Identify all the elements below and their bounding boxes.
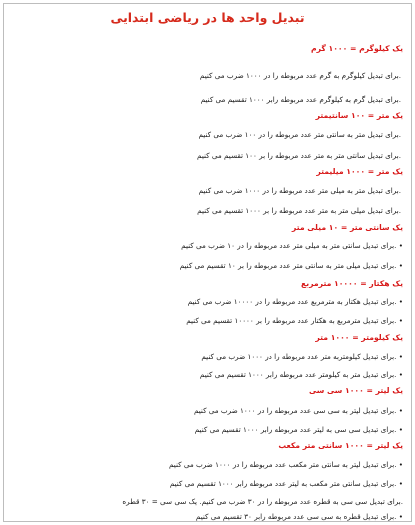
text-line: • .برای تبدیل کیلومتربه متر عدد مربوطه را در ۱۰۰۰ ضرب می کنیم: [201, 352, 403, 361]
text-line: .برای تبدیل گرم به کیلوگرم عدد مربوطه رابر ۱۰۰۰ تقسیم می کنیم: [200, 95, 401, 104]
section-heading: یک لیتر = ۱۰۰۰ سانتی متر مکعب: [278, 441, 403, 450]
text-line: • .برای تبدیل سانتی متر مکعب به لیتر عدد مربوطه رابر ۱۰۰۰ تقسیم می کنیم: [169, 479, 403, 488]
text-line: • .برای تبدیل سانتی متر به میلی متر عدد مربوطه را در ۱۰ ضرب می کنیم: [181, 241, 403, 250]
text-line: .برای تبدیل سی سی به قطره عدد مربوطه را در ۳۰ ضرب می کنیم. یک سی سی = ۳۰ قطره: [122, 497, 403, 506]
text-line: • .برای تبدیل لیتر به سانتی متر مکعب عدد مربوطه را در ۱۰۰۰ ضرب می کنیم: [169, 460, 403, 469]
section-heading: یک لیتر = ۱۰۰۰ سی سی: [309, 386, 403, 395]
text-line: .برای تبدیل متر به میلی متر عدد مربوطه را در ۱۰۰۰ ضرب می کنیم: [198, 186, 401, 195]
text-line: .برای تبدیل میلی متر به متر عدد مربوطه را بر ۱۰۰۰ تقسیم می کنیم: [197, 206, 401, 215]
text-line: .برای تبدیل سانتی متر به متر عدد مربوطه را بر ۱۰۰ تقسیم می کنیم: [197, 151, 401, 160]
text-line: .برای تبدیل کیلوگرم به گرم عدد مربوطه را در ۱۰۰۰ ضرب می کنیم: [199, 71, 401, 80]
text-line: • .برای تبدیل میلی متر به سانتی متر عدد مربوطه را بر ۱۰ تقسیم می کنیم: [179, 261, 403, 270]
text-line: • .برای تبدیل سی سی به لیتر عدد مربوطه رابر ۱۰۰۰ تقسیم می کنیم: [194, 425, 403, 434]
text-line: • .برای تبدیل لیتر به سی سی عدد مربوطه را در ۱۰۰۰ ضرب می کنیم: [193, 406, 403, 415]
text-line: • .برای تبدیل متر به کیلومتر عدد مربوطه رابر ۱۰۰۰ تقسیم می کنیم: [199, 370, 403, 379]
text-line: • .برای تبدیل مترمربع به هکتار عدد مربوطه را بر ۱۰۰۰۰ تقسیم می کنیم: [186, 316, 403, 325]
text-line: .برای تبدیل متر به سانتی متر عدد مربوطه را در ۱۰۰ ضرب می کنیم: [198, 130, 401, 139]
text-line: • .برای تبدیل قطره به سی سی عدد مربوطه رابر ۳۰ تقسیم می کنیم: [195, 512, 403, 521]
text-line: • .برای تبدیل هکتار به مترمربع عدد مربوطه را در ۱۰۰۰۰ ضرب می کنیم: [187, 297, 403, 306]
section-heading: یک متر = ۱۰۰۰ میلیمتر: [316, 167, 403, 176]
page-title: تبدیل واحد ها در ریاضی ابتدایی: [110, 10, 305, 25]
section-heading: یک هکتار = ۱۰۰۰۰ مترمربع: [301, 279, 403, 288]
section-heading: یک متر = ۱۰۰ سانتیمتر: [315, 111, 403, 120]
section-heading: یک سانتی متر = ۱۰ میلی متر: [291, 223, 403, 232]
section-heading: یک کیلومتر = ۱۰۰۰ متر: [315, 333, 403, 342]
section-heading: یک کیلوگرم = ۱۰۰۰ گرم: [310, 44, 403, 53]
